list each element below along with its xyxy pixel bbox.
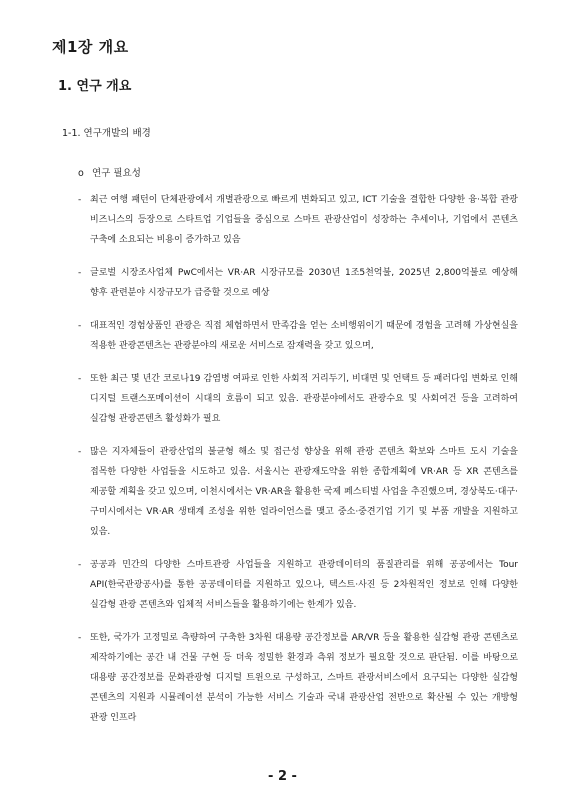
list-item [78, 263, 518, 303]
bullet-marker: o [78, 168, 84, 179]
bullet-heading-text: 연구 필요성 [92, 168, 141, 179]
subsection-title: 1-1. 연구개발의 배경 [62, 128, 151, 139]
item-marker: - [78, 268, 82, 278]
section-title: 1. 연구 개요 [58, 79, 132, 94]
item-marker: - [78, 447, 82, 457]
list-item [78, 555, 518, 615]
item-marker: - [78, 560, 82, 570]
page-number: - 2 - [268, 769, 297, 784]
item-marker: - [78, 633, 82, 643]
list-item [78, 190, 518, 250]
list-item [78, 442, 518, 542]
paragraph-list [78, 190, 518, 741]
paragraph-text: 글로벌 시장조사업체 PwC에서는 VR·AR 시장규모를 2030년 1조5천억불, 2025년 2,800억불로 예상해 향후 관련분야 시장규모가 급증할 것으로 예상 [90, 268, 518, 298]
paragraph-text: 또한 최근 몇 년간 코로나19 감염병 여파로 인한 사회적 거리두기, 비대면 및 언택트 등 패러다임 변화로 인해 디지털 트랜스포메이션이 시대의 흐름이 되고 있음. 관광분야에서도 관광수요 및 사회여건 등을 고려하여 실감형 관광콘텐츠 활성화가 필요 [90, 374, 518, 424]
list-item [78, 316, 518, 356]
paragraph-text: 또한, 국가가 고정밀로 측량하여 구축한 3차원 대용량 공간정보를 AR/VR 등을 활용한 실감형 관광 콘텐츠로 제작하기에는 공간 내 건물 구현 등 더욱 정밀한 환경과 측위 정보가 필요할 것으로 판단됨. 이를 바탕으로 대용량 공간정보를 문화관광형 디지털 트윈으로 구성하고, 스마트 관광서비스에서 요구되는 다양한 실감형 콘텐츠의 지원과 시뮬레이션 분석이 가능한 서비스 기술과 국내 관광산업 전반으로 확산될 수 있는 개방형 관광 인프라 [90, 633, 518, 723]
paragraph-text: 최근 여행 패턴이 단체관광에서 개별관광으로 빠르게 변화되고 있고, ICT 기술을 결합한 다양한 융·복합 관광 비즈니스의 등장으로 스타트업 기업들을 중심으로 스마트 관광산업이 성장하는 추세이나, 기업에서 콘텐츠 구축에 소요되는 비용이 증가하고 있음 [90, 195, 518, 245]
chapter-title: 제1장 개요 [52, 38, 129, 56]
paragraph-text: 대표적인 경험상품인 관광은 직접 체험하면서 만족감을 얻는 소비행위이기 때문에 경험을 고려해 가상현실을 적용한 관광콘텐츠는 관광분야의 새로운 서비스로 잠재력을 갖고 있으며, [90, 321, 518, 351]
bullet-heading [78, 165, 141, 179]
list-item [78, 369, 518, 429]
item-marker: - [78, 374, 82, 384]
list-item [78, 628, 518, 728]
paragraph-text: 많은 지자체들이 관광산업의 불균형 해소 및 접근성 향상을 위해 관광 콘텐츠 확보와 스마트 도시 기술을 접목한 다양한 사업들을 시도하고 있음. 서울시는 관광재도약을 위한 종합계획에 VR·AR 등 XR 콘텐츠를 제공할 계획을 갖고 있으며, 이천시에서는 VR·AR을 활용한 국제 페스티벌 사업을 추진했으며, 경상북도·대구·구미시에서는 VR·AR 생태계 조성을 위한 얼라이언스를 맺고 중소·중견기업 기기 및 부품 개발을 지원하고 있음. [90, 447, 518, 537]
item-marker: - [78, 195, 82, 205]
item-marker: - [78, 321, 82, 331]
paragraph-text: 공공과 민간의 다양한 스마트관광 사업들을 지원하고 관광데이터의 품질관리를 위해 공공에서는 Tour API(한국관광공사)를 통한 공공데이터를 지원하고 있으나, 텍스트·사진 등 2차원적인 정보로 인해 다양한 실감형 관광 콘텐츠와 입체적 서비스들을 활용하기에는 한계가 있음. [90, 560, 518, 610]
